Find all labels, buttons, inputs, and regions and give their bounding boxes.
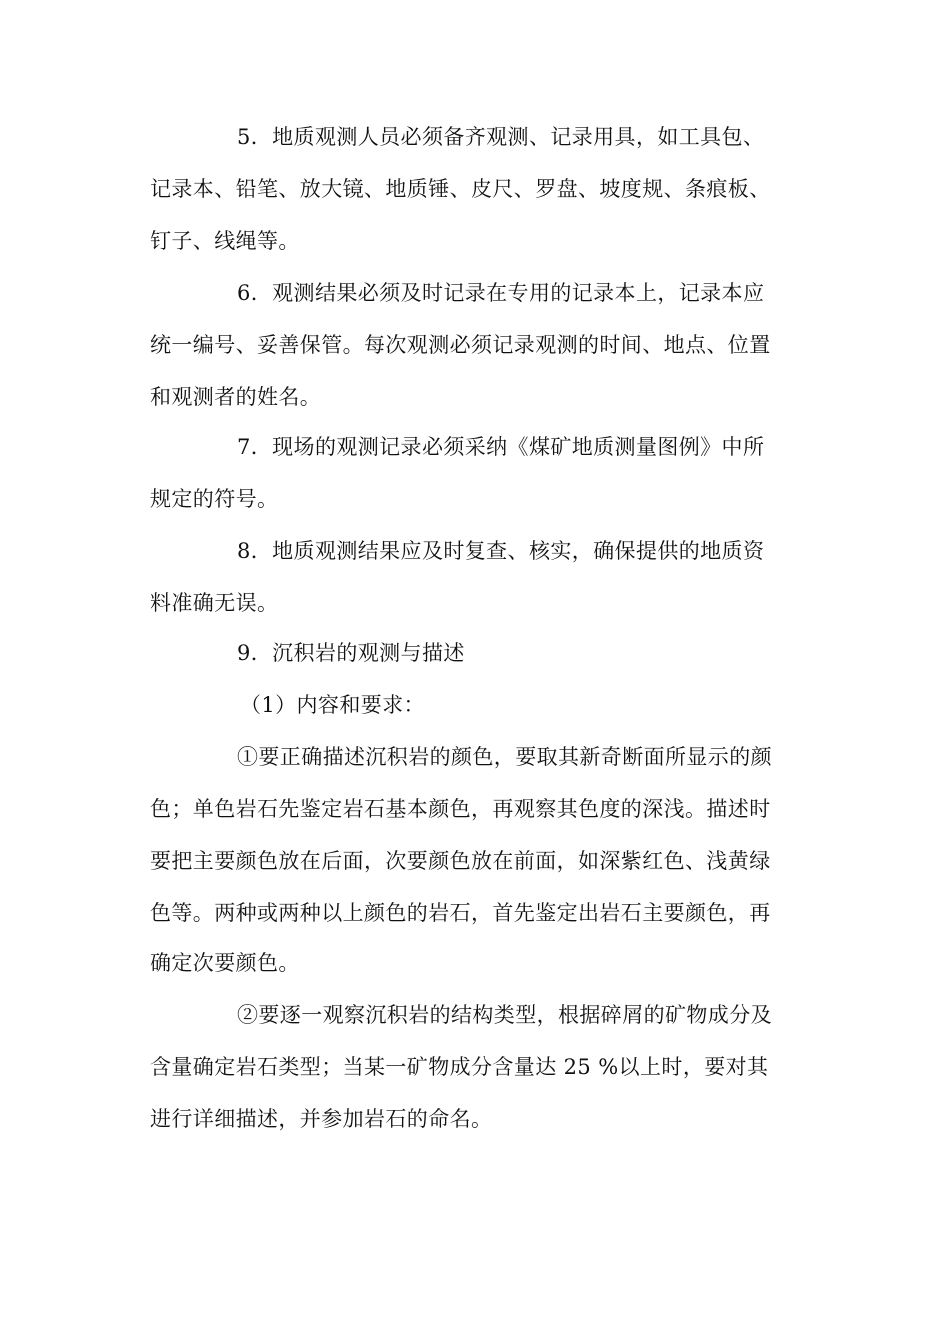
point-1-line-1: ①要正确描述沉积岩的颜色，要取其新奇断面所显示的颜 — [237, 745, 772, 769]
item-5-line-1: 5．地质观测人员必须备齐观测、记录用具，如工具包、 — [237, 125, 765, 149]
point-1-line-5: 确定次要颜色。 — [150, 951, 300, 975]
item-6-line-3: 和观测者的姓名。 — [150, 385, 322, 409]
item-5-line-3: 钉子、线绳等。 — [150, 229, 300, 253]
item-7-line-2: 规定的符号。 — [150, 487, 279, 511]
item-8-line-1: 8．地质观测结果应及时复查、核实，确保提供的地质资 — [237, 539, 765, 563]
item-6-line-2: 统一编号、妥善保管。每次观测必须记录观测的时间、地点、位置 — [150, 333, 771, 357]
point-2-line-2: 含量确定岩石类型；当某一矿物成分含量达 25 %以上时，要对其 — [150, 1055, 769, 1079]
point-1-line-4: 色等。两种或两种以上颜色的岩石，首先鉴定出岩石主要颜色，再 — [150, 901, 771, 925]
subsection-1-heading: （1）内容和要求： — [240, 693, 425, 717]
point-1-line-3: 要把主要颜色放在后面，次要颜色放在前面，如深紫红色、浅黄绿 — [150, 849, 771, 873]
section-9-heading: 9．沉积岩的观测与描述 — [237, 641, 465, 665]
item-8-line-2: 料准确无误。 — [150, 591, 279, 615]
point-2-line-3: 进行详细描述，并参加岩石的命名。 — [150, 1107, 493, 1131]
item-7-line-1: 7．现场的观测记录必须采纳《煤矿地质测量图例》中所 — [237, 435, 765, 459]
item-5-line-2: 记录本、铅笔、放大镜、地质锤、皮尺、罗盘、坡度规、条痕板、 — [150, 177, 771, 201]
point-1-line-2: 色；单色岩石先鉴定岩石基本颜色，再观察其色度的深浅。描述时 — [150, 797, 771, 821]
point-2-line-1: ②要逐一观察沉积岩的结构类型，根据碎屑的矿物成分及 — [237, 1003, 772, 1027]
item-6-line-1: 6．观测结果必须及时记录在专用的记录本上，记录本应 — [237, 281, 765, 305]
